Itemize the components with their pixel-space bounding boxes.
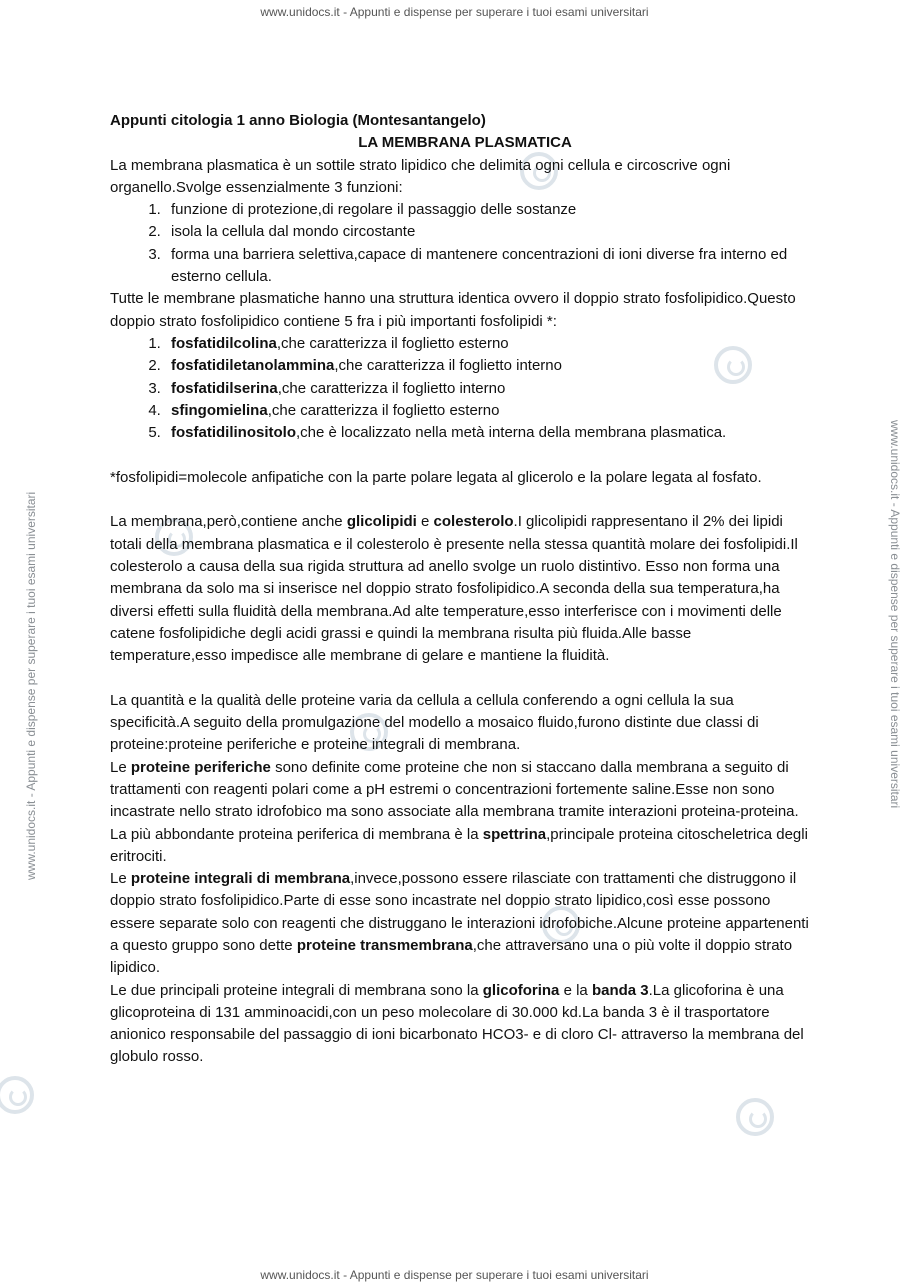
intro-paragraph: La membrana plasmatica è un sottile strato lipidico che delimita ogni cellula e circoscrive ogni organello.Svolge essenzialmente 3 funzioni:: [110, 156, 731, 196]
term: fosfatidiletanolammina: [171, 357, 335, 375]
document-title: Appunti citologia 1 anno Biologia (Montesantangelo): [110, 112, 486, 129]
watermark-logo-icon: [736, 1098, 774, 1136]
list-item: 2. isola la cellula dal mondo circostante: [165, 221, 810, 243]
term: fosfatidilcolina: [171, 334, 277, 352]
term: fosfatidilinositolo: [171, 424, 296, 442]
watermark-logo-icon: [0, 1076, 34, 1114]
phospholipids-list: [110, 333, 810, 444]
term: fosfatidilserina: [171, 379, 278, 397]
paragraph: La quantità e la qualità delle proteine varia da cellula a cellula conferendo a ogni cellula la sua specificità.A seguito della promulgazione del modello a mosaico fluido,furono distinte due classi di proteine:proteine periferiche e proteine integrali di membrana.: [110, 691, 759, 754]
paragraph: Tutte le membrane plasmatiche hanno una struttura identica ovvero il doppio strato fosfolipidico.Questo doppio strato fosfolipidico contiene 5 fra i più importanti fosfolipidi *:: [110, 290, 796, 330]
list-item: 3. forma una barriera selettiva,capace di mantenere concentrazioni di ioni diverse fra interno ed esterno cellula.: [165, 244, 810, 289]
document-subtitle: LA MEMBRANA PLASMATICA: [358, 134, 572, 152]
paragraph: Le proteine integrali di membrana,invece,possono essere rilasciate con trattamenti che distruggono il doppio strato fosfolipidico.Parte di esse sono incastrate nel doppio strato lipidico,così esse possono essere separate solo con reagenti che distruggano le interazioni idrofobiche.Alcune proteine appartenenti a questo gruppo sono dette proteine transmembrana,che attraversano una o più volte il doppio strato lipidico.: [110, 870, 809, 977]
footer-watermark: www.unidocs.it - Appunti e dispense per superare i tuoi esami universitari: [260, 1268, 649, 1282]
list-item: 3. fosfatidilserina,che caratterizza il foglietto interno: [165, 378, 810, 400]
functions-list: [110, 199, 810, 288]
left-side-watermark: www.unidocs.it - Appunti e dispense per superare i tuoi esami universitari: [24, 491, 38, 880]
paragraph: La membrana,però,contiene anche glicolipidi e colesterolo.I glicolipidi rappresentano il 2% dei lipidi totali della membrana plasmatica e il colesterolo è presente nella stessa quantità molare dei fosfolipidi.Il colesterolo a causa della sua rigida struttura ad anello svolge un ruolo distintivo. Esso non forma una membrana da solo ma si inserisce nel doppio strato fosfolipidico.A seconda della sua temperatura,ha diversi effetti sulla fluidità della membrana.Ad alte temperature,esso interferisce con i movimenti delle catene fosfolipidiche degli acidi grassi e quindi la membrana risulta più fluida.Alle basse temperature,esso impedisce alle membrane di gelare e mantiene la fluidità.: [110, 513, 798, 665]
list-item: 4. sfingomielina,che caratterizza il foglietto esterno: [165, 400, 810, 422]
paragraph: Le proteine periferiche sono definite come proteine che non si staccano dalla membrana a seguito di trattamenti con reagenti polari come a pH estremi o concentrazioni fortemente saline.Esse non sono incastrate nello strato idrofobico ma sono associate alla membrana tramite interazioni proteina-proteina.: [110, 758, 799, 821]
term: sfingomielina: [171, 401, 268, 419]
paragraph: La più abbondante proteina periferica di membrana è la spettrina,principale proteina citoscheletrica degli eritrociti.: [110, 825, 808, 865]
list-item: 1. fosfatidilcolina,che caratterizza il foglietto esterno: [165, 333, 810, 355]
footnote: *fosfolipidi=molecole anfipatiche con la parte polare legata al glicerolo e la polare legata al fosfato.: [110, 468, 762, 486]
list-item: 1. funzione di protezione,di regolare il passaggio delle sostanze: [165, 199, 810, 221]
document-body: [110, 110, 810, 1069]
right-side-watermark: www.unidocs.it - Appunti e dispense per superare i tuoi esami universitari: [888, 420, 902, 809]
list-item: 2. fosfatidiletanolammina,che caratterizza il foglietto interno: [165, 355, 810, 377]
header-watermark: www.unidocs.it - Appunti e dispense per superare i tuoi esami universitari: [260, 5, 649, 19]
paragraph: Le due principali proteine integrali di membrana sono la glicoforina e la banda 3.La glicoforina è una glicoproteina di 131 amminoacidi,con un peso molecolare di 30.000 kd.La banda 3 è il trasportatore anionico responsabile del passaggio di ioni bicarbonato HCO3- e di cloro Cl- attraverso la membrana del globulo rosso.: [110, 981, 804, 1066]
list-item: 5. fosfatidilinositolo,che è localizzato nella metà interna della membrana plasmatica.: [165, 422, 810, 444]
